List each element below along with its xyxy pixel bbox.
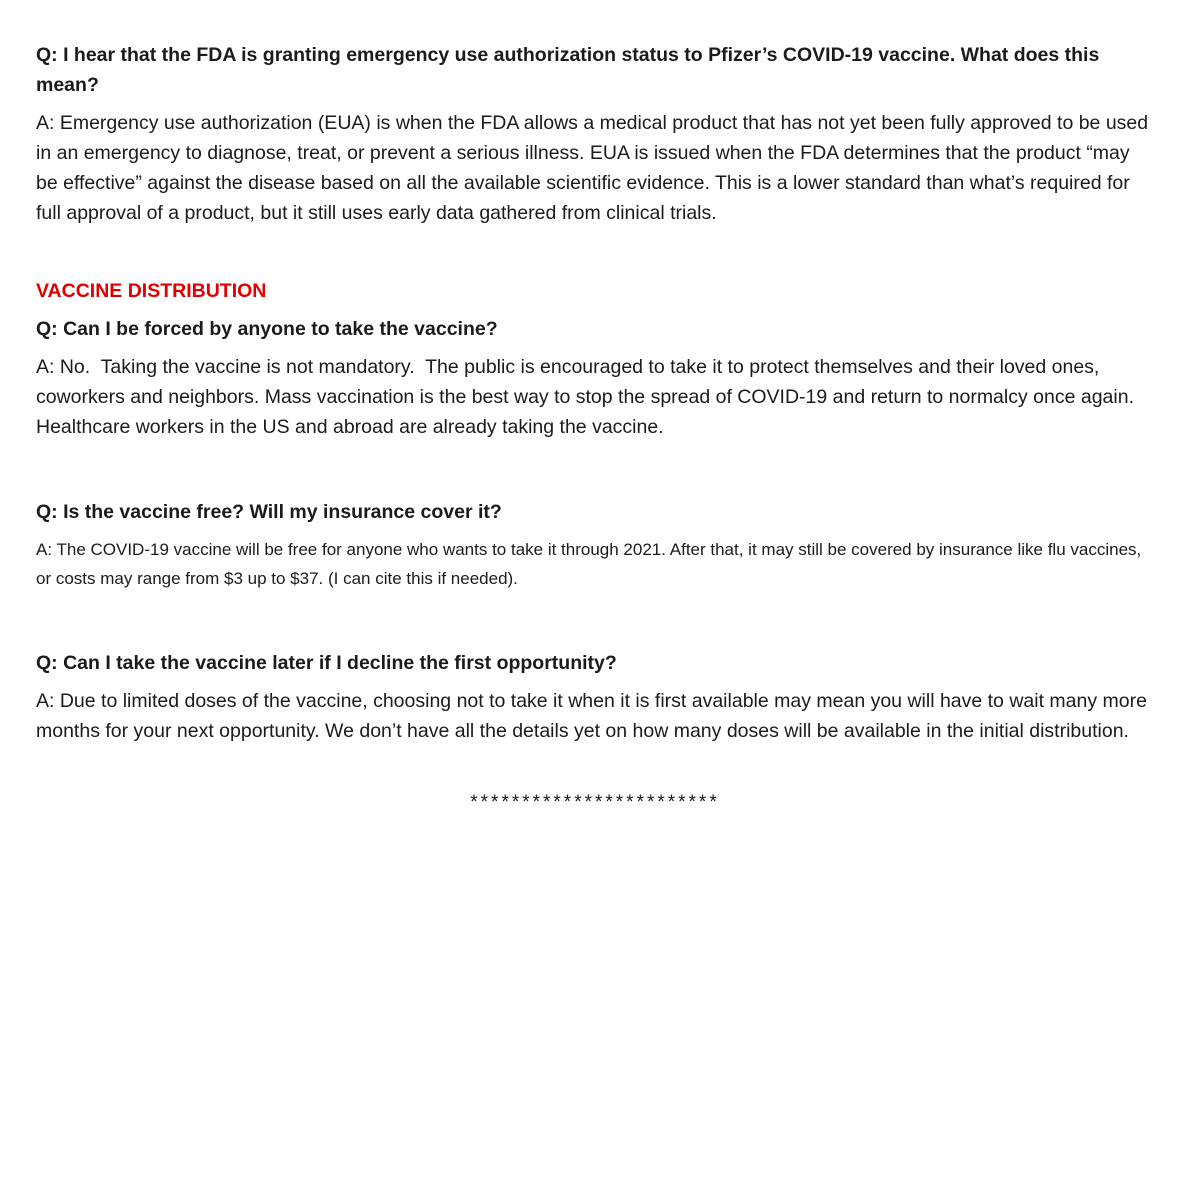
asterisk-separator: ************************: [470, 792, 720, 813]
answer-free-insurance: A: The COVID-19 vaccine will be free for anyone who wants to take it through 2021. After that, it may still be covered by insurance like flu vaccines, or costs may range from $3 up to $37. (I can cite this if needed).: [36, 540, 1146, 588]
question-free-insurance: Q: Is the vaccine free? Will my insurance cover it?: [36, 501, 502, 523]
answer-forced-to-take: A: No. Taking the vaccine is not mandatory. The public is encouraged to take it to protect themselves and their loved ones, coworkers and neighbors. Mass vaccination is the best way to stop the spread of COVID-19 and return to normalcy once again. Healthcare workers in the US and abroad are already taking the vaccine.: [36, 356, 1140, 438]
answer-take-later: A: Due to limited doses of the vaccine, choosing not to take it when it is first available may mean you will have to wait many more months for your next opportunity. We don’t have all the details yet on how many doses will be available in the initial distribution.: [36, 690, 1153, 742]
question-eua: Q: I hear that the FDA is granting emergency use authorization status to Pfizer’s COVID-19 vaccine. What does this mean?: [36, 44, 1105, 96]
question-forced-to-take: Q: Can I be forced by anyone to take the vaccine?: [36, 318, 498, 340]
qa-block-free-insurance: [36, 497, 1154, 593]
section-heading-vaccine-distribution: VACCINE DISTRIBUTION: [36, 280, 267, 302]
qa-block-take-later: [36, 648, 1154, 746]
question-take-later: Q: Can I take the vaccine later if I decline the first opportunity?: [36, 652, 617, 674]
qa-block-eua: [36, 40, 1154, 228]
qa-block-forced: [36, 314, 1154, 442]
answer-eua: A: Emergency use authorization (EUA) is when the FDA allows a medical product that has not yet been fully approved to be used in an emergency to diagnose, treat, or prevent a serious illness. EUA is issued when the FDA determines that the product “may be effective” against the disease based on all the available scientific evidence. This is a lower standard than what’s required for full approval of a product, but it still uses early data gathered from clinical trials.: [36, 112, 1154, 224]
